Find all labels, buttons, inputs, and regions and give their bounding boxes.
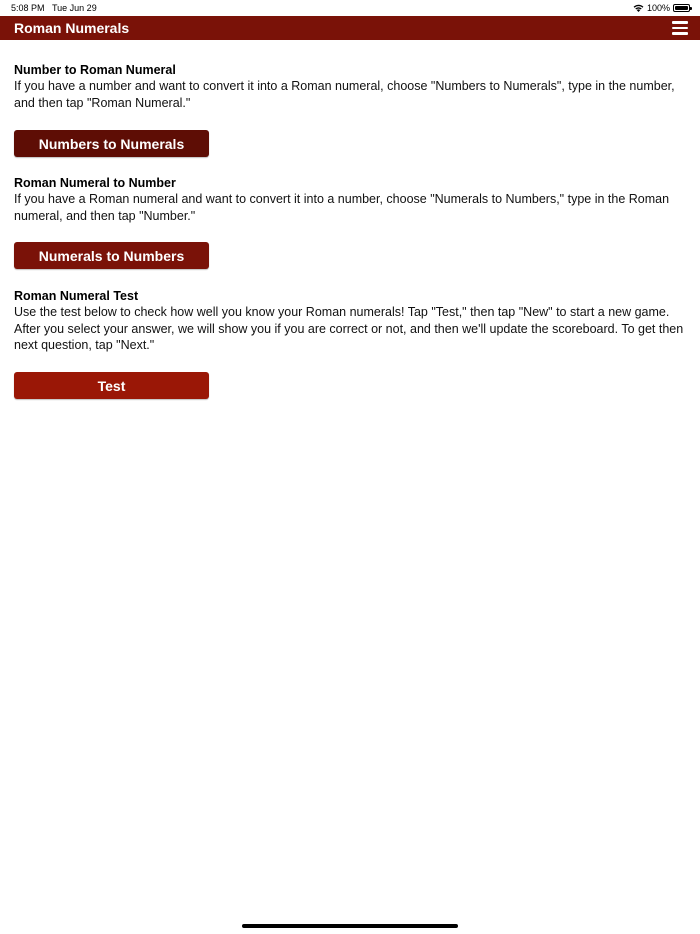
section-numeral-test bbox=[14, 288, 686, 354]
status-indicators bbox=[633, 3, 690, 13]
status-date: Tue Jun 29 bbox=[52, 3, 97, 13]
numbers-to-numerals-button[interactable]: Numbers to Numerals bbox=[14, 130, 209, 157]
page-title: Roman Numerals bbox=[14, 20, 130, 36]
status-bar bbox=[0, 0, 700, 16]
battery-icon bbox=[673, 4, 690, 12]
navbar bbox=[0, 16, 700, 40]
numerals-to-numbers-button[interactable]: Numerals to Numbers bbox=[14, 242, 209, 269]
section-title: Number to Roman Numeral bbox=[14, 63, 176, 77]
section-number-to-numeral bbox=[14, 62, 686, 111]
section-description: If you have a Roman numeral and want to convert it into a number, choose "Numerals to Numbers," type in the Roman numeral, and then tap "Number." bbox=[14, 192, 670, 223]
status-time: 5:08 PM bbox=[11, 3, 45, 13]
section-title: Roman Numeral Test bbox=[14, 289, 139, 303]
battery-percent: 100% bbox=[646, 3, 670, 13]
section-description: Use the test below to check how well you know your Roman numerals! Tap "Test," then tap "New" to start a new game. After you select your answer, we will show you if you are correct or not, and then we'll update the scoreboard. To get then next question, tap "Next." bbox=[14, 305, 684, 352]
wifi-icon bbox=[633, 4, 644, 12]
home-indicator[interactable] bbox=[242, 924, 458, 928]
section-title: Roman Numeral to Number bbox=[14, 176, 176, 190]
section-numeral-to-number bbox=[14, 175, 686, 224]
test-button[interactable]: Test bbox=[14, 372, 209, 399]
section-description: If you have a number and want to convert it into a Roman numeral, choose "Numbers to Numerals", type in the number, and then tap "Roman Numeral." bbox=[14, 79, 675, 110]
hamburger-menu-icon[interactable] bbox=[672, 21, 688, 35]
